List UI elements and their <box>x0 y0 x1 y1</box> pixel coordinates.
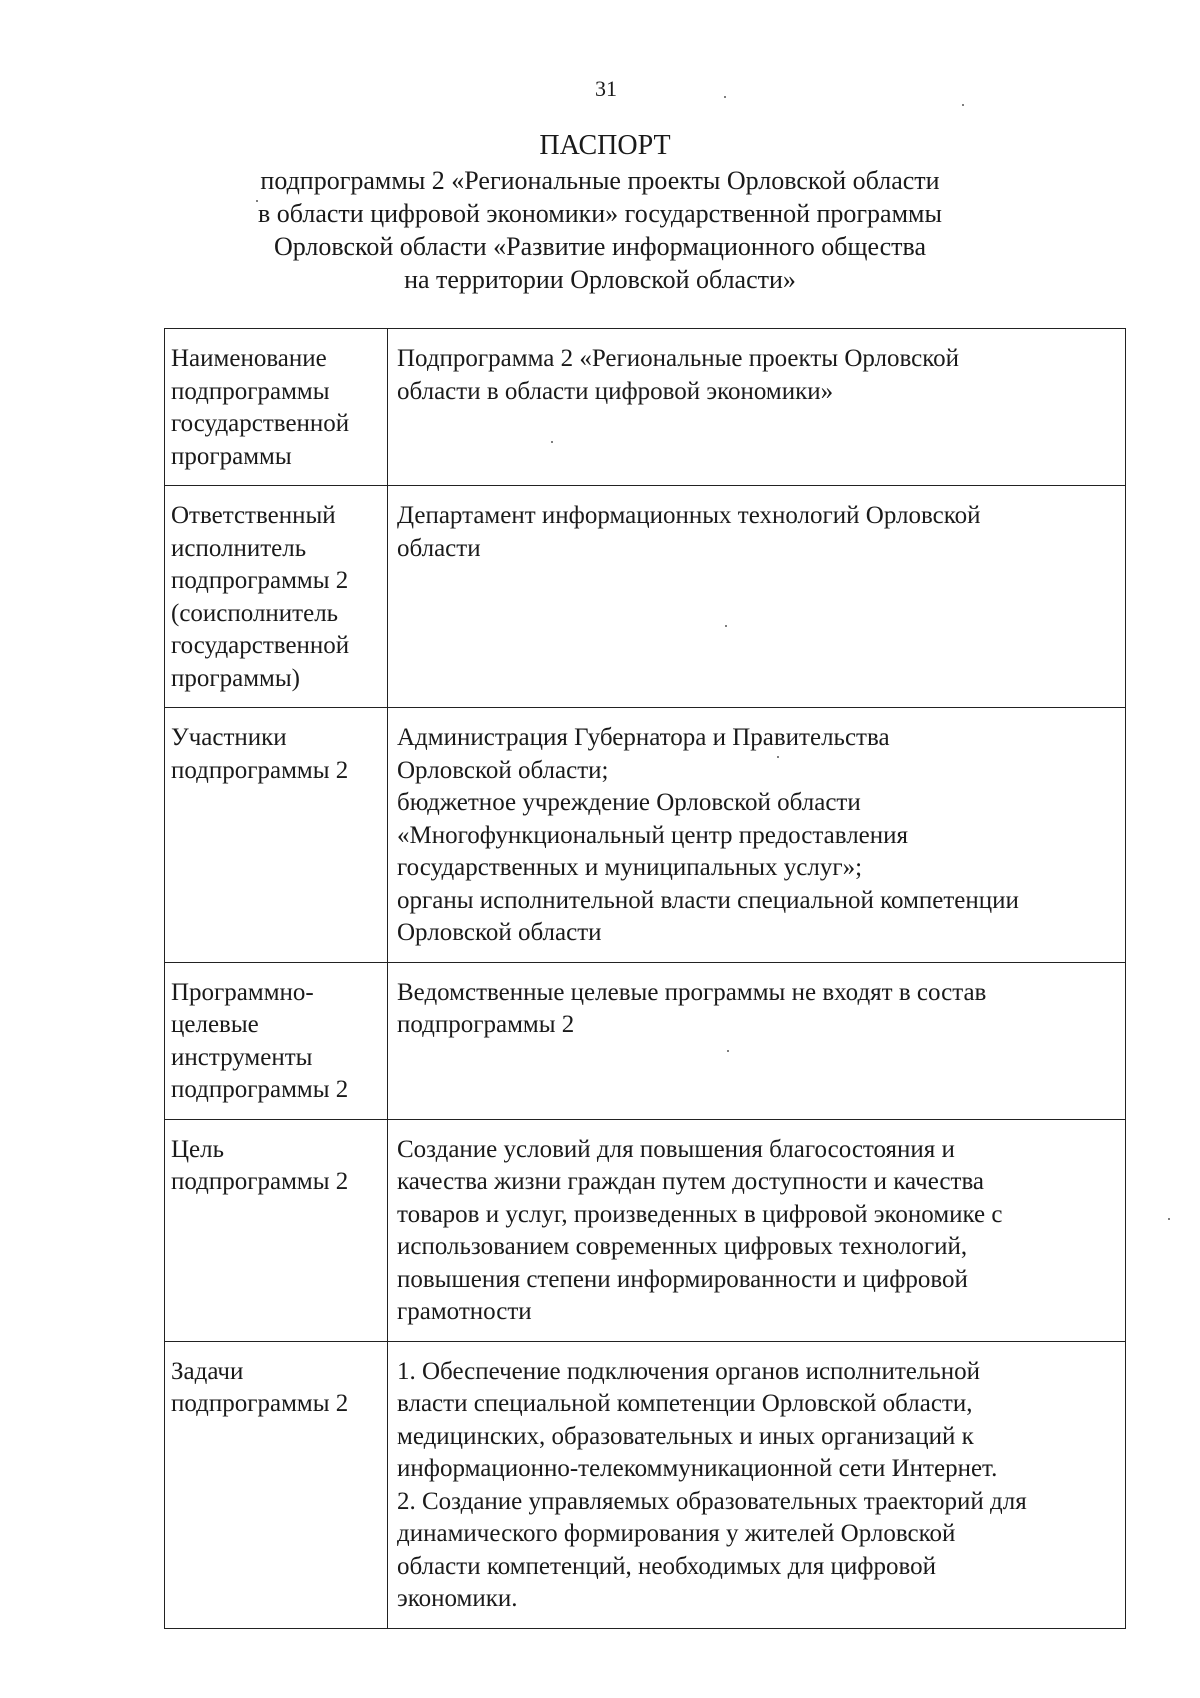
subtitle-line: на территории Орловской области» <box>404 265 796 294</box>
scan-speck <box>724 96 726 98</box>
row-value-cell <box>388 1341 1126 1628</box>
row-value-line: области компетенций, необходимых для цифровой <box>397 1552 937 1580</box>
row-label-line: Участники <box>171 724 287 751</box>
row-value-line: власти специальной компетенции Орловской области, <box>397 1390 973 1417</box>
row-value-line: бюджетное учреждение Орловской области <box>397 789 861 816</box>
row-label-line: подпрограммы 2 <box>171 1390 349 1417</box>
passport-table <box>164 328 1126 1629</box>
row-label-line: Ответственный <box>171 502 336 529</box>
row-label-cell <box>165 329 388 486</box>
row-label-line: исполнитель <box>171 534 307 562</box>
row-value-line: «Многофункциональный центр предоставления <box>397 821 909 849</box>
scan-speck <box>777 756 779 758</box>
row-value-line: экономики. <box>397 1585 518 1612</box>
document-title: ПАСПОРТ <box>539 130 671 161</box>
row-label-line: государственной <box>171 410 350 437</box>
row-value-line: 1. Обеспечение подключения органов исполнительной <box>397 1357 980 1385</box>
table-row <box>165 486 1126 708</box>
row-label-line: подпрограммы 2 <box>171 567 349 594</box>
table-row <box>165 708 1126 963</box>
row-value-line: повышения степени информированности и цифровой <box>397 1265 968 1293</box>
document-header <box>0 128 1200 296</box>
row-label-line: целевые <box>171 1011 259 1038</box>
row-label-line: подпрограммы 2 <box>171 1168 349 1195</box>
table-row <box>165 962 1126 1119</box>
row-label-cell <box>165 1341 388 1628</box>
row-value-line: медицинских, образовательных и иных организаций к <box>397 1422 974 1450</box>
row-value-cell <box>388 329 1126 486</box>
page-number: 31 <box>595 76 617 101</box>
row-label-line: государственной <box>171 632 350 659</box>
row-value-line: качества жизни граждан путем доступности и качества <box>397 1168 985 1195</box>
row-value-line: органы исполнительной власти специальной компетенции <box>397 886 1019 914</box>
row-value-line: области <box>397 534 481 562</box>
table-row <box>165 1119 1126 1341</box>
document-subtitle <box>0 164 1200 296</box>
row-value-cell <box>388 708 1126 963</box>
row-label-cell <box>165 486 388 708</box>
row-value-line: информационно-телекоммуникационной сети Интернет. <box>397 1455 998 1482</box>
row-label-line: инструменты <box>171 1043 313 1071</box>
subtitle-line: в области цифровой экономики» государственной программы <box>258 199 942 228</box>
row-value-line: Ведомственные целевые программы не входят в состав <box>397 978 987 1006</box>
table-row <box>165 329 1126 486</box>
row-value-line: товаров и услуг, произведенных в цифровой экономике с <box>397 1200 1003 1228</box>
row-label-line: программы) <box>171 664 300 692</box>
scan-speck <box>725 625 727 627</box>
scan-speck <box>551 441 553 443</box>
scan-speck <box>1168 1218 1170 1220</box>
subtitle-line: Орловской области «Развитие информационного общества <box>273 232 927 261</box>
row-value-line: подпрограммы 2 <box>397 1011 575 1038</box>
scan-speck <box>962 104 964 106</box>
row-value-line: Орловской области; <box>397 756 609 784</box>
row-value-line: 2. Создание управляемых образовательных траекторий для <box>397 1487 1027 1515</box>
row-label-line: (соисполнитель <box>171 599 339 627</box>
subtitle-line: подпрограммы 2 «Региональные проекты Орловской области <box>260 166 940 195</box>
row-value-line: Орловской области <box>397 919 602 946</box>
row-value-line: грамотности <box>397 1298 532 1325</box>
row-value-line: Подпрограмма 2 «Региональные проекты Орловской <box>397 345 960 372</box>
row-label-line: подпрограммы 2 <box>171 756 349 784</box>
row-label-line: Наименование <box>171 345 327 372</box>
row-label-line: программы <box>171 442 292 470</box>
scan-speck <box>727 1050 729 1052</box>
row-value-line: Департамент информационных технологий Орловской <box>397 502 981 529</box>
row-label-line: Цель <box>171 1135 225 1163</box>
row-value-cell <box>388 1119 1126 1341</box>
row-label-line: Задачи <box>171 1357 244 1385</box>
row-value-cell <box>388 486 1126 708</box>
scan-speck <box>256 200 258 202</box>
row-value-line: государственных и муниципальных услуг»; <box>397 854 863 881</box>
passport-table-body <box>165 329 1126 1629</box>
row-value-cell <box>388 962 1126 1119</box>
table-row <box>165 1341 1126 1628</box>
row-value-line: Администрация Губернатора и Правительства <box>397 724 890 751</box>
row-value-line: области в области цифровой экономики» <box>397 377 834 405</box>
row-value-line: Создание условий для повышения благосостояния и <box>397 1135 955 1163</box>
row-label-line: Программно- <box>171 978 314 1006</box>
row-value-line: динамического формирования у жителей Орловской <box>397 1520 956 1547</box>
row-label-line: подпрограммы <box>171 377 330 405</box>
row-label-cell <box>165 1119 388 1341</box>
row-label-cell <box>165 708 388 963</box>
row-value-line: использованием современных цифровых технологий, <box>397 1233 968 1260</box>
row-label-line: подпрограммы 2 <box>171 1076 349 1103</box>
row-label-cell <box>165 962 388 1119</box>
